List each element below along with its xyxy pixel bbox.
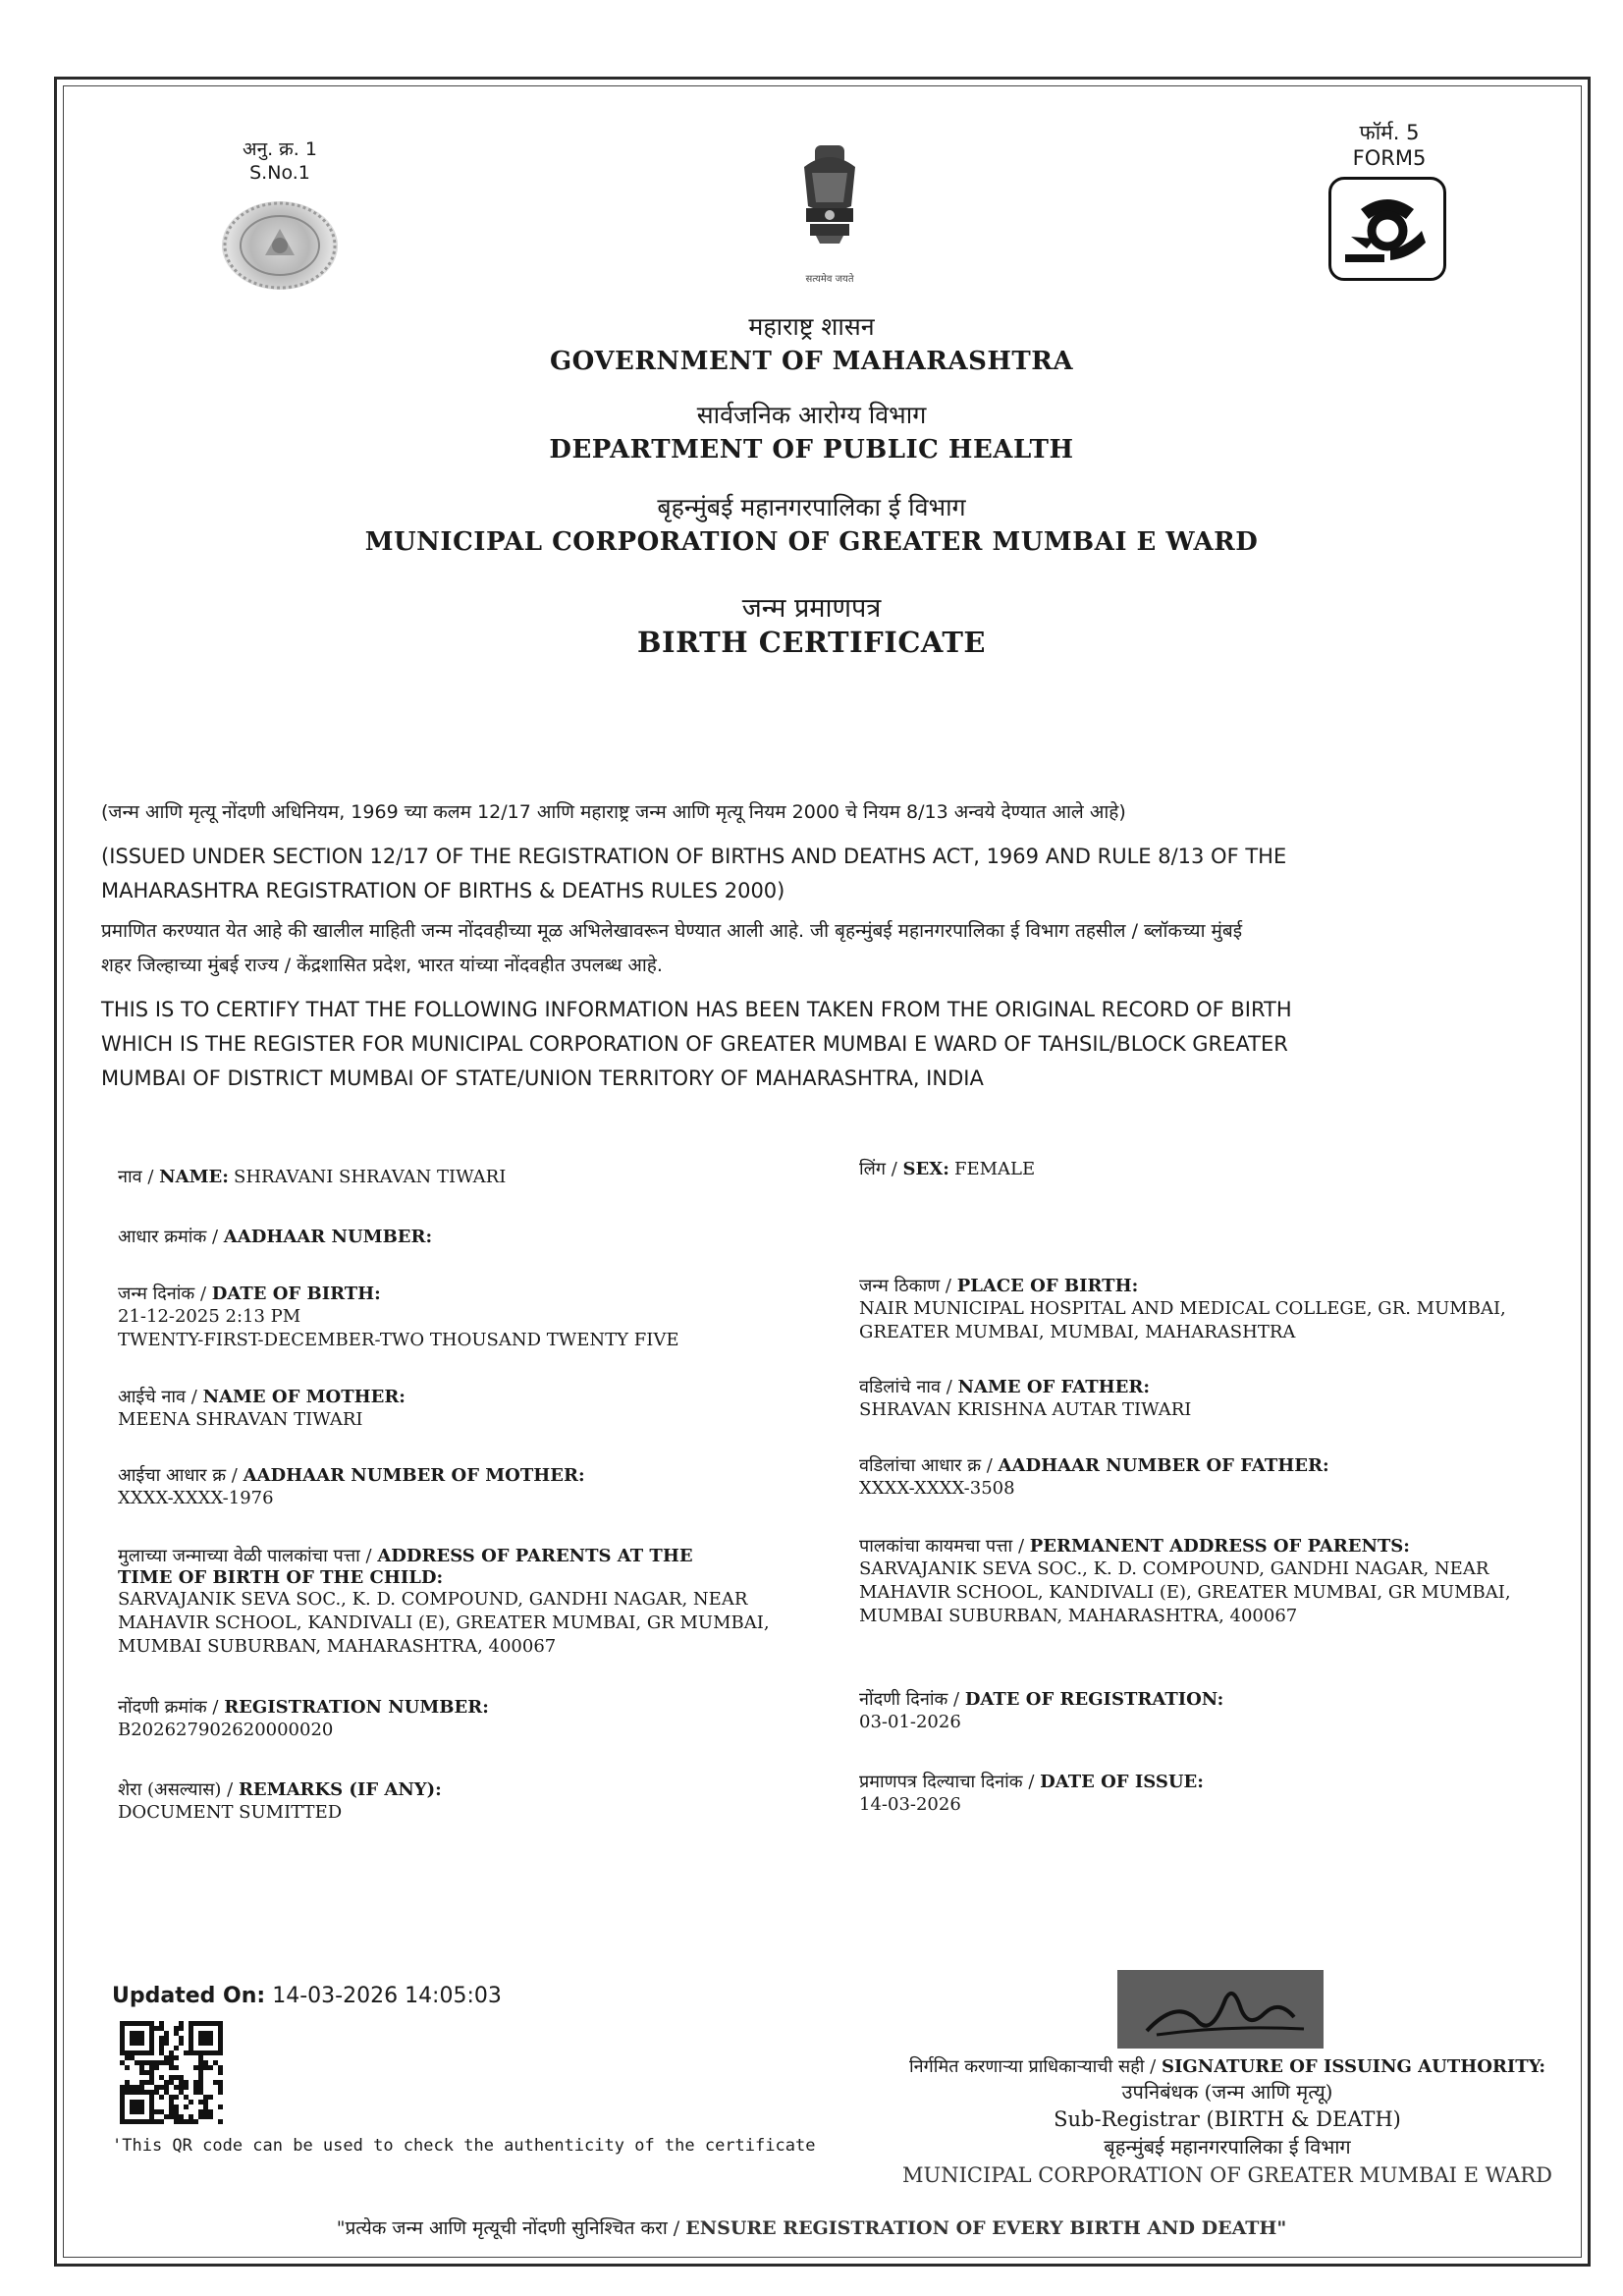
field-name-label-mr: नाव / xyxy=(118,1167,160,1187)
field-sex xyxy=(859,1157,1546,1181)
field-reg-no-label-en: REGISTRATION NUMBER: xyxy=(224,1697,489,1718)
certify-statement-mr-line1: प्रमाणित करण्यात येत आहे की खालील माहिती जन्म नोंदवहीच्या मूळ अभिलेखावरून घेण्यात आली आहे. जी बृहन्मुंबई महानगरपालिका ई विभाग तहसील / ब्लॉकच्या मुंबई xyxy=(101,920,1243,942)
certificate-title-mr: जन्म प्रमाणपत्र xyxy=(741,593,882,624)
certificate-title-en: BIRTH CERTIFICATE xyxy=(637,626,986,659)
field-date-of-issue xyxy=(859,1770,1546,1817)
field-father-name xyxy=(859,1375,1546,1422)
field-place-of-birth xyxy=(859,1274,1546,1344)
corporation-name-mr: बृहन्मुंबई महानगरपालिका ई विभाग xyxy=(657,493,966,521)
slogan-en: ENSURE REGISTRATION OF EVERY BIRTH AND DEATH" xyxy=(685,2217,1287,2239)
signature-block xyxy=(864,2054,1591,2190)
form-number-mr: फॉर्म. 5 xyxy=(1359,121,1420,144)
department-name-mr: सार्वजनिक आरोग्य विभाग xyxy=(696,401,927,429)
act-reference-en-line2: MAHARASHTRA REGISTRATION OF BIRTHS & DEATHS RULES 2000) xyxy=(101,879,785,902)
field-remarks xyxy=(118,1777,805,1825)
field-father-aadhaar-value: XXXX-XXXX-3508 xyxy=(859,1478,1015,1499)
serial-number-mr: अनु. क्र. 1 xyxy=(243,138,317,160)
field-aadhaar-label-en: AADHAAR NUMBER: xyxy=(223,1227,433,1247)
act-reference-en-line1: (ISSUED UNDER SECTION 12/17 OF THE REGISTRATION OF BIRTHS AND DEATHS ACT, 1969 AND RULE 8/13 OF THE xyxy=(101,845,1287,868)
government-name-en: GOVERNMENT OF MAHARASHTRA xyxy=(549,347,1074,376)
field-mother-aadhaar xyxy=(118,1463,805,1510)
national-emblem-icon xyxy=(790,137,869,285)
field-addr-perm-value-line3: MUMBAI SUBURBAN, MAHARASHTRA, 400067 xyxy=(859,1606,1298,1626)
registration-logo-icon xyxy=(1328,177,1446,281)
department-name-en: DEPARTMENT OF PUBLIC HEALTH xyxy=(549,435,1074,465)
field-father-value: SHRAVAN KRISHNA AUTAR TIWARI xyxy=(859,1399,1192,1420)
field-dob-value-numeric: 21-12-2025 2:13 PM xyxy=(118,1306,301,1327)
certificate-header xyxy=(0,309,1623,659)
registration-slogan xyxy=(0,2214,1623,2240)
field-place-value-line2: GREATER MUMBAI, MUMBAI, MAHARASHTRA xyxy=(859,1322,1296,1342)
corporation-name-en: MUNICIPAL CORPORATION OF GREATER MUMBAI E WARD xyxy=(364,527,1259,557)
qr-note: 'This QR code can be used to check the authenticity of the certificate xyxy=(112,2136,816,2156)
field-father-aadhaar-label-mr: वडिलांचा आधार क्र / xyxy=(859,1455,999,1476)
field-sex-label-en: SEX: xyxy=(902,1159,949,1179)
serial-number-en: S.No.1 xyxy=(249,162,310,184)
certify-statement-mr-line2: शहर जिल्हाच्या मुंबई राज्य / केंद्रशासित प्रदेश, भारत यांच्या नोंदवहीत उपलब्ध आहे. xyxy=(101,955,663,976)
field-mother-label-en: NAME OF MOTHER: xyxy=(202,1387,406,1407)
field-dob-label-mr: जन्म दिनांक / xyxy=(118,1284,212,1304)
field-addr-birth-value-line1: SARVAJANIK SEVA SOC., K. D. COMPOUND, GANDHI NAGAR, NEAR xyxy=(118,1589,748,1610)
field-reg-date-value: 03-01-2026 xyxy=(859,1712,961,1732)
field-father-label-en: NAME OF FATHER: xyxy=(957,1377,1150,1397)
updated-on xyxy=(112,1984,502,2008)
certify-statement-en-line3: MUMBAI OF DISTRICT MUMBAI OF STATE/UNION TERRITORY OF MAHARASHTRA, INDIA xyxy=(101,1066,984,1090)
field-place-value-line1: NAIR MUNICIPAL HOSPITAL AND MEDICAL COLLEGE, GR. MUMBAI, xyxy=(859,1298,1506,1319)
field-issue-date-value: 14-03-2026 xyxy=(859,1794,961,1815)
act-reference-mr: (जन्म आणि मृत्यू नोंदणी अधिनियम, 1969 च्या कलम 12/17 आणि महाराष्ट्र जन्म आणि मृत्यू नियम 2000 चे नियम 8/13 अन्वये देण्यात आले आहे) xyxy=(101,801,1126,823)
slogan-mr: "प्रत्येक जन्म आणि मृत्यूची नोंदणी सुनिश्चित करा / xyxy=(336,2217,686,2239)
field-mother-value: MEENA SHRAVAN TIWARI xyxy=(118,1409,363,1430)
field-father-aadhaar-label-en: AADHAAR NUMBER OF FATHER: xyxy=(998,1455,1329,1476)
field-mother-aadhaar-label-mr: आईचा आधार क्र / xyxy=(118,1465,243,1486)
signature-label-mr: निर्गमित करणाऱ्या प्राधिकाऱ्याची सही / xyxy=(909,2056,1162,2077)
signature-label-en: SIGNATURE OF ISSUING AUTHORITY: xyxy=(1161,2056,1545,2077)
field-registration-date xyxy=(859,1687,1546,1734)
emblem-motto: सत्यमेव जयते xyxy=(805,274,854,285)
field-addr-perm-value-line2: MAHAVIR SCHOOL, KANDIVALI (E), GREATER MUMBAI, GR MUMBAI, xyxy=(859,1582,1511,1603)
certify-statement-en-line1: THIS IS TO CERTIFY THAT THE FOLLOWING INFORMATION HAS BEEN TAKEN FROM THE ORIGINAL RECORD OF BIRTH xyxy=(101,998,1292,1021)
sub-registrar-en: Sub-Registrar (BIRTH & DEATH) xyxy=(1054,2107,1401,2131)
field-father-label-mr: वडिलांचे नाव / xyxy=(859,1377,958,1397)
field-sex-label-mr: लिंग / xyxy=(859,1159,903,1179)
field-issue-date-label-en: DATE OF ISSUE: xyxy=(1040,1772,1204,1792)
field-addr-birth-value-line3: MUMBAI SUBURBAN, MAHARASHTRA, 400067 xyxy=(118,1636,557,1657)
field-mother-aadhaar-label-en: AADHAAR NUMBER OF MOTHER: xyxy=(243,1465,585,1486)
field-dob-label-en: DATE OF BIRTH: xyxy=(211,1284,381,1304)
field-addr-birth-label-mr: मुलाच्या जन्माच्या वेळी पालकांचा पत्ता / xyxy=(118,1546,378,1566)
sub-registrar-mr: उपनिबंधक (जन्म आणि मृत्यू) xyxy=(1121,2080,1333,2104)
field-permanent-address xyxy=(859,1534,1546,1628)
field-remarks-label-mr: शेरा (असल्यास) / xyxy=(118,1779,239,1800)
field-address-at-birth xyxy=(118,1544,805,1659)
field-issue-date-label-mr: प्रमाणपत्र दिल्याचा दिनांक / xyxy=(859,1772,1041,1792)
field-name-value: SHRAVANI SHRAVAN TIWARI xyxy=(233,1167,507,1187)
field-aadhaar xyxy=(118,1225,805,1249)
updated-on-value: 14-03-2026 14:05:03 xyxy=(272,1984,502,2008)
field-dob-value-words: TWENTY-FIRST-DECEMBER-TWO THOUSAND TWENTY FIVE xyxy=(118,1330,679,1350)
field-remarks-value: DOCUMENT SUMITTED xyxy=(118,1802,343,1823)
field-reg-no-value: B202627902620000020 xyxy=(118,1720,334,1740)
signature-image xyxy=(1117,1970,1324,2049)
field-addr-perm-label-en: PERMANENT ADDRESS OF PARENTS: xyxy=(1029,1536,1410,1557)
field-father-aadhaar xyxy=(859,1453,1546,1501)
serial-number xyxy=(196,137,363,185)
issuing-corporation-en: MUNICIPAL CORPORATION OF GREATER MUMBAI E WARD xyxy=(902,2163,1552,2187)
field-reg-date-label-en: DATE OF REGISTRATION: xyxy=(964,1689,1224,1710)
qr-code[interactable] xyxy=(120,2021,223,2124)
updated-on-label: Updated On: xyxy=(112,1984,266,2008)
government-name-mr: महाराष्ट्र शासन xyxy=(748,312,875,341)
field-addr-perm-label-mr: पालकांचा कायमचा पत्ता / xyxy=(859,1536,1030,1557)
field-aadhaar-label-mr: आधार क्रमांक / xyxy=(118,1227,224,1247)
field-place-label-mr: जन्म ठिकाण / xyxy=(859,1276,957,1296)
field-addr-birth-label-en-line2: TIME OF BIRTH OF THE CHILD: xyxy=(118,1567,444,1588)
form-number xyxy=(1321,120,1458,171)
field-reg-no-label-mr: नोंदणी क्रमांक / xyxy=(118,1697,225,1718)
field-sex-value: FEMALE xyxy=(953,1159,1036,1179)
field-reg-date-label-mr: नोंदणी दिनांक / xyxy=(859,1689,965,1710)
field-mother-aadhaar-value: XXXX-XXXX-1976 xyxy=(118,1488,274,1508)
field-name-label-en: NAME: xyxy=(159,1167,229,1187)
field-mother-name xyxy=(118,1385,805,1432)
field-name xyxy=(118,1165,805,1189)
field-place-label-en: PLACE OF BIRTH: xyxy=(956,1276,1139,1296)
field-date-of-birth xyxy=(118,1282,805,1352)
issuing-corporation-mr: बृहन्मुंबई महानगरपालिका ई विभाग xyxy=(1104,2135,1351,2159)
field-mother-label-mr: आईचे नाव / xyxy=(118,1387,203,1407)
form-number-en: FORM5 xyxy=(1352,146,1427,170)
field-addr-perm-value-line1: SARVAJANIK SEVA SOC., K. D. COMPOUND, GANDHI NAGAR, NEAR xyxy=(859,1558,1489,1579)
field-registration-number xyxy=(118,1695,805,1742)
maharashtra-seal-icon xyxy=(222,201,338,290)
field-addr-birth-value-line2: MAHAVIR SCHOOL, KANDIVALI (E), GREATER MUMBAI, GR MUMBAI, xyxy=(118,1613,770,1633)
field-remarks-label-en: REMARKS (IF ANY): xyxy=(238,1779,442,1800)
certificate-intro xyxy=(101,795,1535,1096)
certify-statement-en-line2: WHICH IS THE REGISTER FOR MUNICIPAL CORPORATION OF GREATER MUMBAI E WARD OF TAHSIL/BLOCK GREATER xyxy=(101,1032,1288,1056)
field-addr-birth-label-en-line1: ADDRESS OF PARENTS AT THE xyxy=(377,1546,693,1566)
